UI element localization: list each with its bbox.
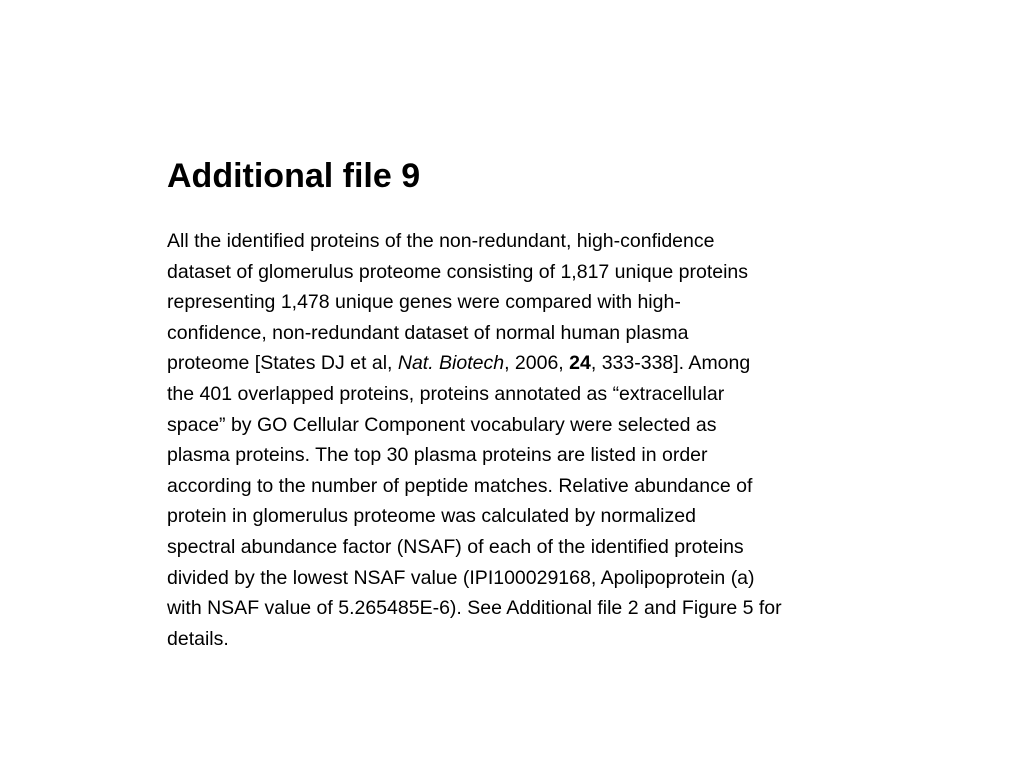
body-text-line — [167, 379, 902, 410]
text-run: according to the number of peptide matches. Relative abundance of — [167, 474, 753, 497]
body-text-line — [167, 532, 902, 563]
body-text-line — [167, 287, 902, 318]
text-run: details. — [167, 627, 229, 650]
body-text-line — [167, 624, 902, 655]
text-run: confidence, non-redundant dataset of normal human plasma — [167, 321, 689, 344]
text-run: representing 1,478 unique genes were compared with high- — [167, 291, 681, 314]
body-text-line — [167, 593, 902, 624]
text-run: All the identified proteins of the non-redundant, high-confidence — [167, 230, 715, 252]
body-text-line — [167, 348, 902, 379]
text-run: spectral abundance factor (NSAF) of each of the identified proteins — [167, 535, 744, 558]
slide-body-text — [167, 226, 902, 654]
text-run: , 333-338]. Among — [590, 352, 751, 375]
text-run: with NSAF value of 5.265485E-6). See Additional file 2 and Figure 5 for — [167, 597, 782, 620]
body-text-line — [167, 257, 902, 288]
text-run: , 2006, — [504, 352, 570, 375]
body-text-line — [167, 501, 902, 532]
body-text-line — [167, 563, 902, 594]
text-run: divided by the lowest NSAF value (IPI100029168, Apolipoprotein (a) — [167, 566, 755, 589]
body-text-line — [167, 226, 902, 257]
body-text-line — [167, 471, 902, 502]
volume-number: 24 — [569, 352, 591, 375]
body-text-line — [167, 440, 902, 471]
journal-name: Nat. Biotech — [397, 352, 505, 375]
body-text-line — [167, 318, 902, 349]
text-run: protein in glomerulus proteome was calculated by normalized — [167, 505, 696, 528]
text-run: dataset of glomerulus proteome consisting of 1,817 unique proteins — [167, 260, 749, 283]
text-run: proteome [States DJ et al, — [167, 352, 398, 375]
text-run: plasma proteins. The top 30 plasma proteins are listed in order — [167, 444, 708, 467]
slide-title: Additional file 9 — [167, 157, 421, 195]
body-text-line — [167, 410, 902, 441]
text-run: the 401 overlapped proteins, proteins annotated as “extracellular — [167, 382, 725, 405]
text-run: space” by GO Cellular Component vocabulary were selected as — [167, 413, 717, 436]
